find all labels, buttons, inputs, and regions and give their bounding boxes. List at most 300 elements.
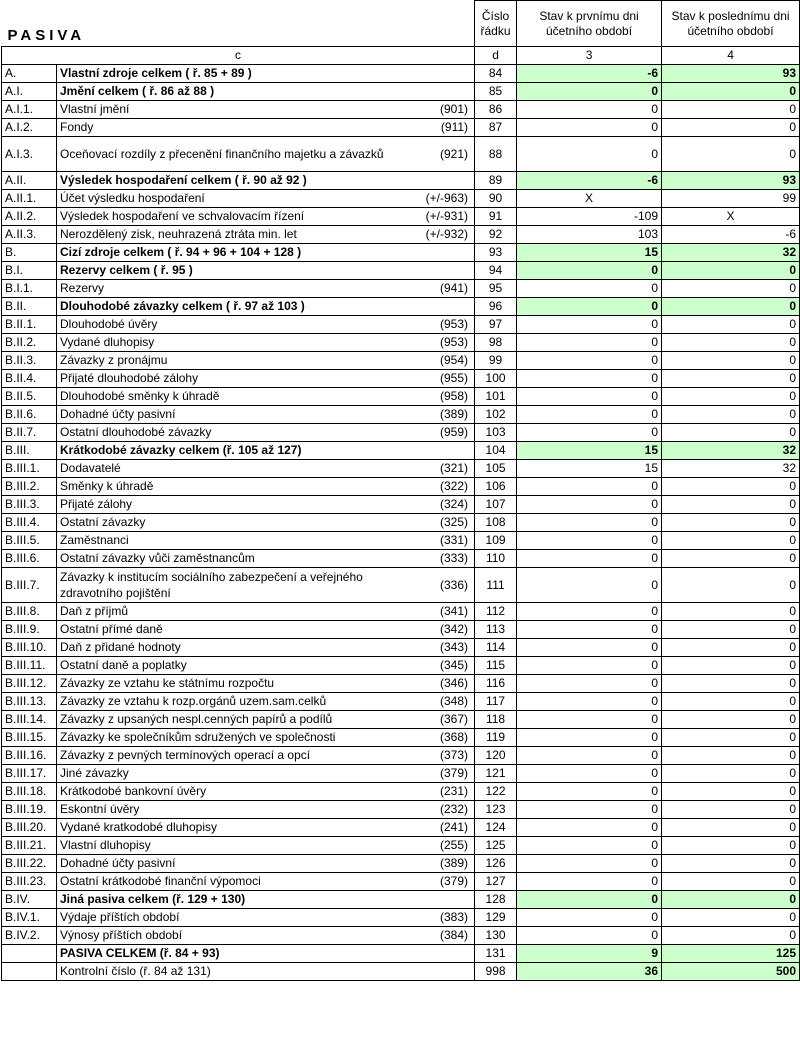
row-name: Výnosy příštích období xyxy=(57,927,401,945)
row-value-last: 0 xyxy=(662,119,800,137)
row-value-last: 0 xyxy=(662,478,800,496)
row-number: 998 xyxy=(475,963,517,981)
row-value-last: 0 xyxy=(662,603,800,621)
row-account: (322) xyxy=(401,478,475,496)
row-number: 84 xyxy=(475,65,517,83)
row-name: Daň z přidané hodnoty xyxy=(57,639,401,657)
row-number: 105 xyxy=(475,460,517,478)
row-value-last: 0 xyxy=(662,352,800,370)
table-row xyxy=(2,568,800,603)
row-code: B.III.17. xyxy=(2,765,57,783)
row-value-first: 15 xyxy=(517,460,662,478)
row-name: Vlastní zdroje celkem ( ř. 85 + 89 ) xyxy=(57,65,401,83)
table-row xyxy=(2,316,800,334)
row-account: (+/-931) xyxy=(401,208,475,226)
row-name: Krátkodobé bankovní úvěry xyxy=(57,783,401,801)
row-name: Závazky ze vztahu ke státnímu rozpočtu xyxy=(57,675,401,693)
row-code: B.I. xyxy=(2,262,57,280)
row-value-first: 0 xyxy=(517,639,662,657)
row-name: Přijaté zálohy xyxy=(57,496,401,514)
row-code: B.III.11. xyxy=(2,657,57,675)
row-name: Vydané dluhopisy xyxy=(57,334,401,352)
row-account: (368) xyxy=(401,729,475,747)
row-code: B.III.18. xyxy=(2,783,57,801)
row-value-first: 0 xyxy=(517,837,662,855)
row-name: Výsledek hospodaření ve schvalovacím řízení xyxy=(57,208,401,226)
row-code: B.II.1. xyxy=(2,316,57,334)
row-value-first: 0 xyxy=(517,298,662,316)
row-value-first: 0 xyxy=(517,334,662,352)
row-number: 130 xyxy=(475,927,517,945)
table-row xyxy=(2,352,800,370)
row-name: Účet výsledku hospodaření xyxy=(57,190,401,208)
row-number: 108 xyxy=(475,514,517,532)
row-value-last: 0 xyxy=(662,316,800,334)
row-value-last: 0 xyxy=(662,783,800,801)
page-title: PASIVA xyxy=(2,1,475,47)
row-name: PASIVA CELKEM (ř. 84 + 93) xyxy=(57,945,401,963)
row-name: Ostatní závazky vůči zaměstnancům xyxy=(57,550,401,568)
row-value-last: 0 xyxy=(662,855,800,873)
row-name: Vlastní dluhopisy xyxy=(57,837,401,855)
row-number: 128 xyxy=(475,891,517,909)
row-number: 109 xyxy=(475,532,517,550)
row-value-last: 0 xyxy=(662,514,800,532)
row-code: B.II.5. xyxy=(2,388,57,406)
row-code xyxy=(2,945,57,963)
row-account: (384) xyxy=(401,927,475,945)
table-row xyxy=(2,693,800,711)
row-name: Ostatní krátkodobé finanční výpomoci xyxy=(57,873,401,891)
table-row xyxy=(2,334,800,352)
row-value-first: 0 xyxy=(517,424,662,442)
row-value-first: 0 xyxy=(517,909,662,927)
row-number: 121 xyxy=(475,765,517,783)
row-code: A. xyxy=(2,65,57,83)
table-row xyxy=(2,621,800,639)
row-code: B.II.3. xyxy=(2,352,57,370)
row-value-last: 0 xyxy=(662,639,800,657)
row-value-last: 0 xyxy=(662,568,800,603)
row-account: (941) xyxy=(401,280,475,298)
table-row xyxy=(2,478,800,496)
table-row xyxy=(2,101,800,119)
row-name: Eskontní úvěry xyxy=(57,801,401,819)
row-name: Vydané kratkodobé dluhopisy xyxy=(57,819,401,837)
row-value-first: 15 xyxy=(517,244,662,262)
row-name: Fondy xyxy=(57,119,401,137)
row-account: (241) xyxy=(401,819,475,837)
row-number: 126 xyxy=(475,855,517,873)
row-number: 92 xyxy=(475,226,517,244)
table-row xyxy=(2,137,800,172)
table-row xyxy=(2,496,800,514)
row-value-last: 0 xyxy=(662,101,800,119)
table-row xyxy=(2,460,800,478)
row-value-first: 0 xyxy=(517,675,662,693)
table-row xyxy=(2,891,800,909)
row-code: B.III.22. xyxy=(2,855,57,873)
row-number: 123 xyxy=(475,801,517,819)
row-account: (911) xyxy=(401,119,475,137)
row-account: (954) xyxy=(401,352,475,370)
row-account: (342) xyxy=(401,621,475,639)
row-value-first: 0 xyxy=(517,819,662,837)
row-value-last: 0 xyxy=(662,406,800,424)
row-value-first: 0 xyxy=(517,316,662,334)
table-row xyxy=(2,711,800,729)
row-code: B.III.1. xyxy=(2,460,57,478)
pasiva-table xyxy=(1,0,800,981)
row-account xyxy=(401,262,475,280)
row-value-last: 99 xyxy=(662,190,800,208)
row-account: (348) xyxy=(401,693,475,711)
row-account: (255) xyxy=(401,837,475,855)
row-account xyxy=(401,891,475,909)
row-code: B.III.5. xyxy=(2,532,57,550)
row-account: (953) xyxy=(401,316,475,334)
row-value-first: 0 xyxy=(517,137,662,172)
row-number: 85 xyxy=(475,83,517,101)
row-value-first: 0 xyxy=(517,729,662,747)
row-name: Závazky ke společníkům sdružených ve společnosti xyxy=(57,729,401,747)
row-code: B.III.14. xyxy=(2,711,57,729)
row-name: Dlouhodobé směnky k úhradě xyxy=(57,388,401,406)
row-value-last: 0 xyxy=(662,747,800,765)
row-value-first: 0 xyxy=(517,621,662,639)
row-number: 113 xyxy=(475,621,517,639)
row-number: 124 xyxy=(475,819,517,837)
row-code: B.III.21. xyxy=(2,837,57,855)
row-number: 114 xyxy=(475,639,517,657)
row-name: Výsledek hospodaření celkem ( ř. 90 až 92 ) xyxy=(57,172,401,190)
row-code: A.II. xyxy=(2,172,57,190)
row-value-last: 93 xyxy=(662,65,800,83)
row-value-last: 0 xyxy=(662,621,800,639)
row-value-first: 103 xyxy=(517,226,662,244)
row-number: 112 xyxy=(475,603,517,621)
row-value-last: 0 xyxy=(662,137,800,172)
row-value-first: X xyxy=(517,190,662,208)
row-number: 86 xyxy=(475,101,517,119)
row-number: 116 xyxy=(475,675,517,693)
row-value-first: 9 xyxy=(517,945,662,963)
table-row xyxy=(2,855,800,873)
table-row xyxy=(2,783,800,801)
row-number: 125 xyxy=(475,837,517,855)
row-number: 95 xyxy=(475,280,517,298)
row-number: 117 xyxy=(475,693,517,711)
row-value-last: 0 xyxy=(662,280,800,298)
row-number: 104 xyxy=(475,442,517,460)
row-code: B.III.6. xyxy=(2,550,57,568)
row-value-first: 0 xyxy=(517,891,662,909)
row-code: A.I.2. xyxy=(2,119,57,137)
row-account: (958) xyxy=(401,388,475,406)
row-value-first: 0 xyxy=(517,747,662,765)
row-number: 90 xyxy=(475,190,517,208)
table-row xyxy=(2,424,800,442)
row-account xyxy=(401,945,475,963)
row-code: B.III. xyxy=(2,442,57,460)
row-name: Závazky z pronájmu xyxy=(57,352,401,370)
row-value-last: 0 xyxy=(662,873,800,891)
row-name: Ostatní závazky xyxy=(57,514,401,532)
row-number: 120 xyxy=(475,747,517,765)
row-account: (341) xyxy=(401,603,475,621)
row-code: B.III.8. xyxy=(2,603,57,621)
row-value-first: -6 xyxy=(517,172,662,190)
row-value-first: 0 xyxy=(517,532,662,550)
row-name: Jiné závazky xyxy=(57,765,401,783)
row-number: 93 xyxy=(475,244,517,262)
row-code: A.I.3. xyxy=(2,137,57,172)
row-value-first: 0 xyxy=(517,262,662,280)
row-code: B.III.15. xyxy=(2,729,57,747)
row-value-first: 0 xyxy=(517,873,662,891)
row-account: (345) xyxy=(401,657,475,675)
table-row xyxy=(2,83,800,101)
row-account: (379) xyxy=(401,765,475,783)
row-name: Jmění celkem ( ř. 86 až 88 ) xyxy=(57,83,401,101)
row-name: Rezervy celkem ( ř. 95 ) xyxy=(57,262,401,280)
table-row xyxy=(2,298,800,316)
row-code: B.I.1. xyxy=(2,280,57,298)
row-value-last: 0 xyxy=(662,298,800,316)
row-number: 106 xyxy=(475,478,517,496)
row-name: Ostatní přímé daně xyxy=(57,621,401,639)
row-code: B.III.23. xyxy=(2,873,57,891)
row-value-last: 0 xyxy=(662,83,800,101)
row-value-first: 0 xyxy=(517,855,662,873)
row-account: (389) xyxy=(401,406,475,424)
row-code: B.III.3. xyxy=(2,496,57,514)
row-account xyxy=(401,442,475,460)
row-number: 100 xyxy=(475,370,517,388)
table-row xyxy=(2,406,800,424)
row-account: (346) xyxy=(401,675,475,693)
row-value-last: 0 xyxy=(662,837,800,855)
row-value-last: -6 xyxy=(662,226,800,244)
row-account: (343) xyxy=(401,639,475,657)
row-account: (331) xyxy=(401,532,475,550)
row-name: Ostatní dlouhodobé závazky xyxy=(57,424,401,442)
header-first-day: Stav k prvnímu dni účetního období xyxy=(517,1,662,47)
row-number: 131 xyxy=(475,945,517,963)
row-code: B.III.20. xyxy=(2,819,57,837)
row-value-first: -109 xyxy=(517,208,662,226)
table-row xyxy=(2,514,800,532)
row-code: B.IV. xyxy=(2,891,57,909)
row-value-first: -6 xyxy=(517,65,662,83)
row-code: A.II.2. xyxy=(2,208,57,226)
row-value-first: 0 xyxy=(517,801,662,819)
row-account: (921) xyxy=(401,137,475,172)
row-number: 101 xyxy=(475,388,517,406)
row-value-last: 0 xyxy=(662,388,800,406)
row-code: B.III.2. xyxy=(2,478,57,496)
row-account: (321) xyxy=(401,460,475,478)
row-value-first: 0 xyxy=(517,711,662,729)
row-code: B.III.7. xyxy=(2,568,57,603)
table-row xyxy=(2,532,800,550)
row-value-last: 0 xyxy=(662,891,800,909)
row-code: B.III.19. xyxy=(2,801,57,819)
row-account: (232) xyxy=(401,801,475,819)
row-code: B.IV.2. xyxy=(2,927,57,945)
table-row xyxy=(2,639,800,657)
table-row xyxy=(2,262,800,280)
row-value-first: 0 xyxy=(517,496,662,514)
header-last-day: Stav k poslednímu dni účetního období xyxy=(662,1,800,47)
row-code: A.I. xyxy=(2,83,57,101)
table-row xyxy=(2,442,800,460)
row-value-last: 0 xyxy=(662,370,800,388)
table-row xyxy=(2,963,800,981)
row-name: Daň z příjmů xyxy=(57,603,401,621)
row-value-first: 0 xyxy=(517,568,662,603)
table-row xyxy=(2,280,800,298)
row-name: Nerozdělený zisk, neuhrazená ztráta min. let xyxy=(57,226,401,244)
row-value-first: 0 xyxy=(517,603,662,621)
table-row xyxy=(2,550,800,568)
row-number: 122 xyxy=(475,783,517,801)
row-number: 110 xyxy=(475,550,517,568)
row-account xyxy=(401,172,475,190)
row-code: B.II. xyxy=(2,298,57,316)
row-value-last: 0 xyxy=(662,550,800,568)
row-code: B.II.7. xyxy=(2,424,57,442)
row-name: Dlouhodobé úvěry xyxy=(57,316,401,334)
row-name: Zaměstnanci xyxy=(57,532,401,550)
row-value-last: 0 xyxy=(662,801,800,819)
row-code: B.III.10. xyxy=(2,639,57,657)
row-value-last: X xyxy=(662,208,800,226)
row-name: Závazky k institucím sociálního zabezpečení a veřejného zdravotního pojištění xyxy=(57,568,401,603)
table-row xyxy=(2,388,800,406)
row-name: Závazky ze vztahu k rozp.orgánů uzem.sam.celků xyxy=(57,693,401,711)
row-account: (959) xyxy=(401,424,475,442)
row-value-last: 32 xyxy=(662,244,800,262)
subheader-c: c xyxy=(2,47,475,65)
row-value-last: 0 xyxy=(662,657,800,675)
row-account: (231) xyxy=(401,783,475,801)
row-value-last: 0 xyxy=(662,711,800,729)
row-code: B.III.16. xyxy=(2,747,57,765)
row-name: Oceňovací rozdíly z přecenění finančního majetku a závazků xyxy=(57,137,401,172)
row-value-first: 0 xyxy=(517,101,662,119)
row-number: 99 xyxy=(475,352,517,370)
row-account: (336) xyxy=(401,568,475,603)
row-value-first: 0 xyxy=(517,657,662,675)
row-number: 129 xyxy=(475,909,517,927)
row-number: 96 xyxy=(475,298,517,316)
table-row xyxy=(2,119,800,137)
row-account: (+/-963) xyxy=(401,190,475,208)
row-value-first: 0 xyxy=(517,119,662,137)
row-number: 111 xyxy=(475,568,517,603)
row-value-last: 32 xyxy=(662,442,800,460)
table-row xyxy=(2,370,800,388)
row-code: B.III.9. xyxy=(2,621,57,639)
row-value-last: 0 xyxy=(662,927,800,945)
subheader-3: 3 xyxy=(517,47,662,65)
row-name: Dohadné účty pasivní xyxy=(57,406,401,424)
row-number: 94 xyxy=(475,262,517,280)
row-account: (383) xyxy=(401,909,475,927)
row-number: 97 xyxy=(475,316,517,334)
row-name: Výdaje příštích období xyxy=(57,909,401,927)
row-code: A.I.1. xyxy=(2,101,57,119)
table-row xyxy=(2,873,800,891)
row-value-first: 36 xyxy=(517,963,662,981)
row-value-first: 0 xyxy=(517,765,662,783)
row-value-last: 0 xyxy=(662,909,800,927)
row-code: B.IV.1. xyxy=(2,909,57,927)
row-name: Ostatní daně a poplatky xyxy=(57,657,401,675)
table-row xyxy=(2,927,800,945)
row-code: B.II.4. xyxy=(2,370,57,388)
row-code: B. xyxy=(2,244,57,262)
row-account: (+/-932) xyxy=(401,226,475,244)
row-code: B.III.4. xyxy=(2,514,57,532)
row-value-first: 0 xyxy=(517,783,662,801)
row-number: 102 xyxy=(475,406,517,424)
table-row xyxy=(2,65,800,83)
row-account: (373) xyxy=(401,747,475,765)
row-value-last: 0 xyxy=(662,765,800,783)
table-row xyxy=(2,747,800,765)
row-number: 87 xyxy=(475,119,517,137)
table-body xyxy=(2,65,800,981)
row-number: 89 xyxy=(475,172,517,190)
row-value-first: 0 xyxy=(517,927,662,945)
table-row xyxy=(2,657,800,675)
table-row xyxy=(2,945,800,963)
row-value-last: 0 xyxy=(662,424,800,442)
header-row-number: Číslo řádku xyxy=(475,1,517,47)
row-account: (367) xyxy=(401,711,475,729)
row-value-last: 0 xyxy=(662,262,800,280)
table-row xyxy=(2,909,800,927)
row-value-last: 0 xyxy=(662,819,800,837)
table-row xyxy=(2,801,800,819)
row-value-last: 0 xyxy=(662,693,800,711)
row-account: (379) xyxy=(401,873,475,891)
row-name: Závazky z pevných termínových operací a opcí xyxy=(57,747,401,765)
table-row xyxy=(2,729,800,747)
row-code: A.II.3. xyxy=(2,226,57,244)
row-number: 118 xyxy=(475,711,517,729)
row-code: B.II.2. xyxy=(2,334,57,352)
row-name: Rezervy xyxy=(57,280,401,298)
row-account: (953) xyxy=(401,334,475,352)
row-number: 107 xyxy=(475,496,517,514)
row-value-first: 0 xyxy=(517,514,662,532)
row-value-first: 0 xyxy=(517,693,662,711)
row-name: Kontrolní číslo (ř. 84 až 131) xyxy=(57,963,401,981)
row-account xyxy=(401,963,475,981)
row-account: (955) xyxy=(401,370,475,388)
row-account: (325) xyxy=(401,514,475,532)
row-value-last: 0 xyxy=(662,675,800,693)
row-value-first: 0 xyxy=(517,83,662,101)
row-value-last: 0 xyxy=(662,334,800,352)
row-value-last: 0 xyxy=(662,496,800,514)
row-name: Závazky z upsaných nespl.cenných papírů a podílů xyxy=(57,711,401,729)
subheader-4: 4 xyxy=(662,47,800,65)
row-name: Přijaté dlouhodobé zálohy xyxy=(57,370,401,388)
